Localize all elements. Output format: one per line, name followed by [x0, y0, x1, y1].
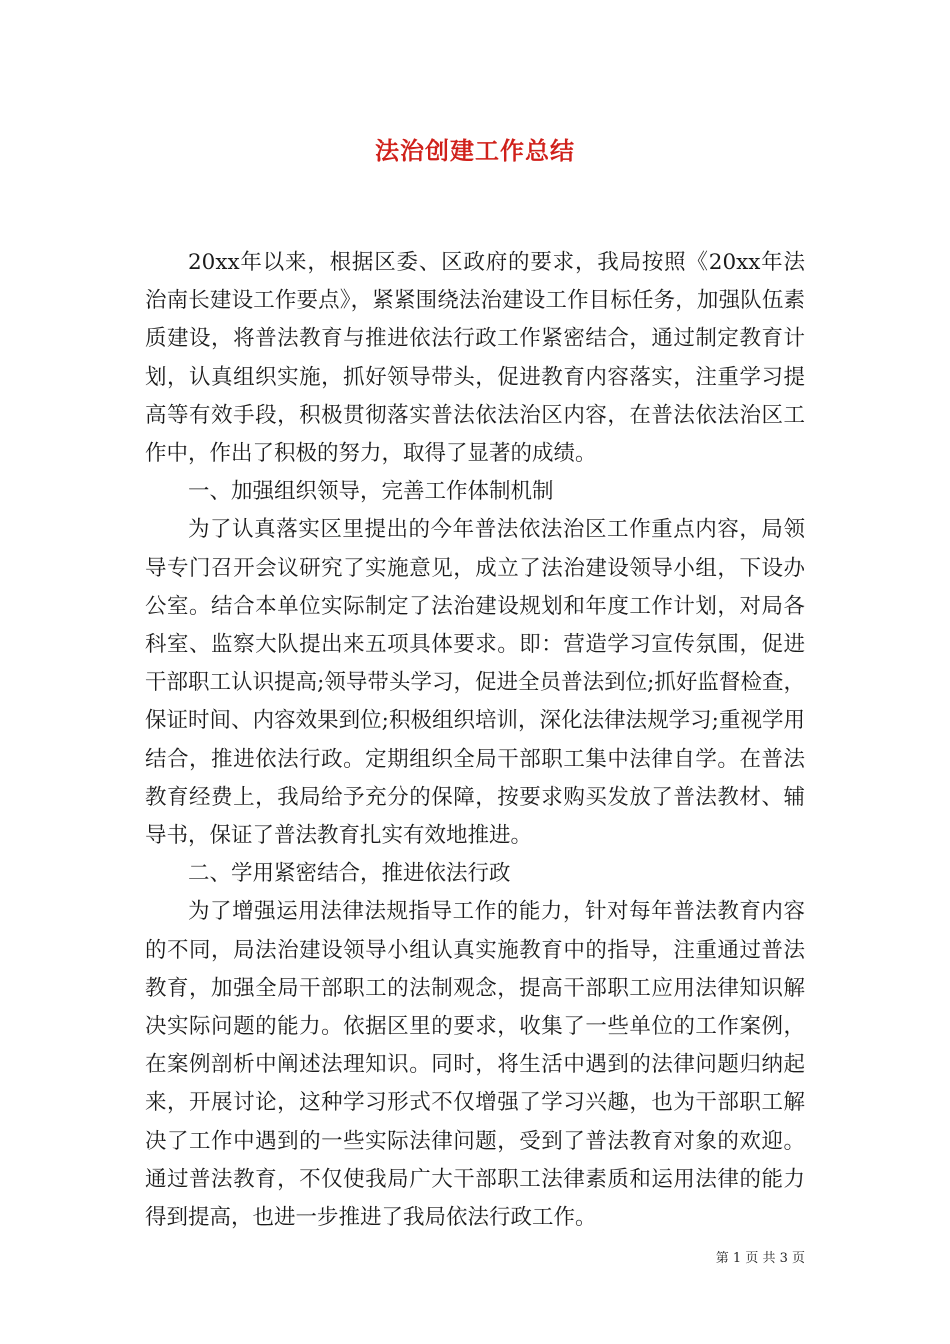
- section-heading-1: 一、加强组织领导，完善工作体制机制: [188, 479, 554, 505]
- section-paragraph-1: 为了认真落实区里提出的今年普法依法治区工作重点内容，局领导专门召开会议研究了实施意见，成立了法治建设领导小组，下设办公室。结合本单位实际制定了法治建设规划和年度工作计划，对局各科室、监察大队提出来五项具体要求。即：营造学习宣传氛围，促进干部职工认识提高;领导带头学习，促进全员普法到位;抓好监督检查，保证时间、内容效果到位;积极组织培训，深化法律法规学习;重视学用结合，推进依法行政。定期组织全局干部职工集中法律自学。在普法教育经费上，我局给予充分的保障，按要求购买发放了普法教材、辅导书，保证了普法教育扎实有效地推进。: [145, 517, 805, 849]
- section-heading-2: 二、学用紧密结合，推进依法行政: [188, 861, 511, 887]
- document-body: [145, 244, 805, 1237]
- document-title: 法治创建工作总结: [375, 136, 575, 165]
- section-paragraph-2: 为了增强运用法律法规指导工作的能力，针对每年普法教育内容的不同，局法治建设领导小组认真实施教育中的指导，注重通过普法教育，加强全局干部职工的法制观念，提高干部职工应用法律知识解决实际问题的能力。依据区里的要求，收集了一些单位的工作案例，在案例剖析中阐述法理知识。同时，将生活中遇到的法律问题归纳起来，开展讨论，这种学习形式不仅增强了学习兴趣，也为干部职工解决了工作中遇到的一些实际法律问题，受到了普法教育对象的欢迎。通过普法教育，不仅使我局广大干部职工法律素质和运用法律的能力得到提高，也进一步推进了我局依法行政工作。: [145, 899, 805, 1231]
- intro-paragraph: 20xx年以来，根据区委、区政府的要求，我局按照《20xx年法治南长建设工作要点》，紧紧围绕法治建设工作目标任务，加强队伍素质建设，将普法教育与推进依法行政工作紧密结合，通过制定教育计划，认真组织实施，抓好领导带头，促进教育内容落实，注重学习提高等有效手段，积极贯彻落实普法依法治区内容，在普法依法治区工作中，作出了积极的努力，取得了显著的成绩。: [145, 250, 805, 467]
- page-number: 第 1 页 共 3 页: [715, 1251, 805, 1266]
